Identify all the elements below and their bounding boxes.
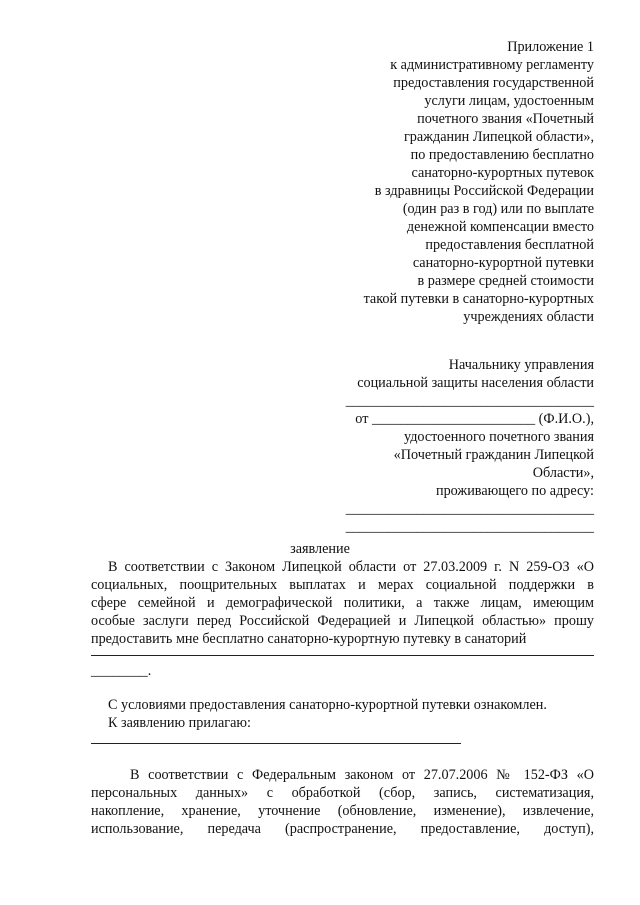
appendix-line: в здравницы Российской Федерации (374, 183, 594, 199)
paragraph-line: В соответствии с Федеральным законом от 27.07.2006 № 152-ФЗ «О (130, 767, 594, 783)
appendix-line: такой путевки в санаторно-курортных (363, 291, 594, 307)
appendix-line: в размере средней стоимости (417, 273, 594, 289)
appendix-line: денежной компенсации вместо (406, 219, 594, 235)
appendix-line: санаторно-курортной путевки (412, 255, 594, 271)
paragraph-line: социальных, поощрительных выплатах и мерах социальной поддержки в (91, 577, 594, 593)
honorary-title-line: удостоенного почетного звания (404, 429, 594, 445)
appendix-line: почетного звания «Почетный (417, 111, 594, 127)
paragraph-line: использование, передача (распространение, предоставление, доступ), (91, 821, 594, 837)
appendix-line: гражданин Липецкой области», (403, 129, 594, 145)
paragraph-line: В соответствии с Законом Липецкой области от 27.03.2009 г. N 259-ОЗ «О (108, 559, 594, 575)
paragraph-line: персональных данных» с обработкой (сбор, запись, систематизация, (91, 785, 594, 801)
appendix-line: по предоставлению бесплатно (410, 147, 594, 163)
address-blank-line: ___________________________________ (345, 501, 594, 517)
conditions-text: С условиями предоставления санаторно-курортной путевки ознакомлен. (108, 697, 547, 713)
appendix-line: предоставления государственной (393, 75, 594, 91)
address-blank-line: ___________________________________ (345, 519, 594, 535)
appendix-line: предоставления бесплатной (425, 237, 594, 253)
sanatorium-blank-line (91, 655, 594, 656)
document-title: заявление (290, 541, 350, 557)
honorary-title-line: Области», (532, 465, 594, 481)
paragraph-line: сфере семейной и демографической политики, а также лицам, имеющим (91, 595, 594, 611)
from-name-line: от _______________________ (Ф.И.О.), (355, 411, 594, 427)
paragraph-line: особые заслуги перед Российской Федерацией и Липецкой областью» прошу (91, 613, 594, 629)
addressee-blank-line: ___________________________________ (345, 393, 594, 409)
appendix-line: санаторно-курортных путевок (411, 165, 594, 181)
appendix-line: учреждениях области (463, 309, 594, 325)
appendix-line: к административному регламенту (390, 57, 594, 73)
address-label: проживающего по адресу: (435, 483, 594, 499)
attachments-blank-line (91, 743, 461, 744)
addressee-title: Начальнику управления (448, 357, 594, 373)
appendix-line: услуги лицам, удостоенным (424, 93, 594, 109)
sanatorium-blank-end: ________. (91, 663, 152, 679)
appendix-line: (один раз в год) или по выплате (402, 201, 594, 217)
paragraph-line: предоставить мне бесплатно санаторно-курортную путевку в санаторий (91, 631, 527, 647)
honorary-title-line: «Почетный гражданин Липецкой (393, 447, 594, 463)
addressee-department: социальной защиты населения области (357, 375, 594, 391)
attachments-label: К заявлению прилагаю: (108, 715, 251, 731)
appendix-line: Приложение 1 (507, 39, 594, 55)
paragraph-line: накопление, хранение, уточнение (обновление, изменение), извлечение, (91, 803, 594, 819)
